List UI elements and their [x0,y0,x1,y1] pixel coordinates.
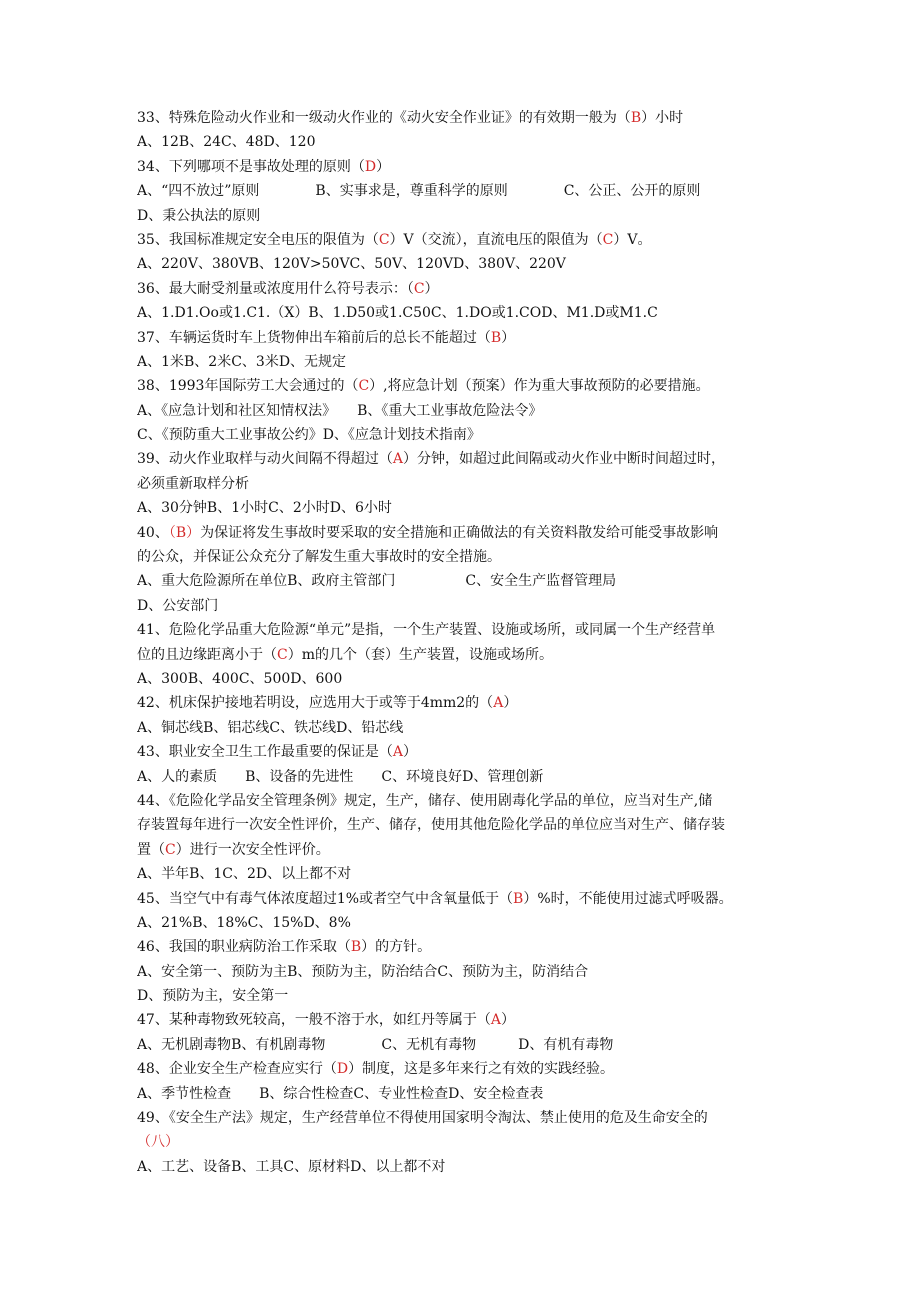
line-text: A、1米B、2米C、3米D、无规定 [137,353,347,370]
option-line [137,204,787,228]
option-line [137,716,787,740]
line-text: ）V（交流），直流电压的限值为（ [389,231,603,248]
question-line [137,740,787,764]
line-text: ） [500,1012,515,1029]
line-text: A、安全第一、预防为主B、预防为主，防治结合C、预防为主，防消结合 [137,963,589,980]
option-line [137,350,787,374]
answer-mark: （八） [137,1134,179,1151]
line-text: 位的且边缘距离小于（ [137,646,277,663]
answer-mark: B [490,329,502,346]
line-text: ）分钟，如超过此间隔或动火作业中断时间超过时， [402,451,725,468]
question-line [137,545,787,569]
answer-mark: C [277,646,288,663]
question-line [137,1008,787,1032]
question-line [137,935,787,959]
line-text: 35、我国标准规定安全电压的限值为（ [137,231,379,248]
line-text: ）,将应急计划（预案）作为重大事故预防的必要措施。 [369,378,710,395]
line-text: 49、《安全生产法》规定，生产经营单位不得使用国家明令淘汰、禁止使用的危及生命安全的 [137,1110,708,1127]
line-text: A、《应急计划和社区知情权法》 B、《重大工业事故危险法令》 [137,402,543,419]
line-text: ） [402,744,417,761]
question-line [137,106,787,130]
answer-mark: D [336,1061,349,1078]
question-line [137,277,787,301]
line-text: 37、车辆运货时车上货物伸出车箱前后的总长不能超过（ [137,329,491,346]
question-line [137,887,787,911]
line-text: 36、最大耐受剂量或浓度用什么符号表示：（ [137,280,414,297]
line-text: D、秉公执法的原则 [137,207,261,224]
answer-mark: A [392,744,403,761]
answer-mark: （B） [168,524,201,541]
option-line [137,862,787,886]
line-text: 的公众，并保证公众充分了解发生重大事故时的安全措施。 [137,549,501,566]
line-text: D、预防为主，安全第一 [137,988,289,1005]
option-line [137,960,787,984]
line-text: A、“四不放过”原则 B、实事求是，尊重科学的原则 C、公正、公开的原则 [137,183,701,200]
line-text: 44、《危险化学品安全管理条例》规定，生产，储存、使用剧毒化学品的单位，应当对生产,储 [137,792,713,809]
question-line [137,1106,787,1130]
line-text: A、12B、24C、48D、120 [137,134,316,151]
line-text: D、公安部门 [137,597,219,614]
answer-mark: B [630,110,642,126]
line-text: A、220V、380VB、120V>50VC、50V、120VD、380V、220V [137,256,566,273]
answer-mark: C [413,280,425,297]
option-line [137,496,787,520]
line-text: 42、机床保护接地若明设，应选用大于或等于4mm2的（ [137,695,494,712]
answer-mark: A [392,451,403,468]
option-line [137,301,787,325]
question-line [137,472,787,496]
answer-mark: C [602,231,614,248]
question-line [137,838,787,862]
line-text: 47、某种毒物致死较高，一般不溶于水，如红丹等属于（ [137,1012,491,1029]
answer-mark: B [350,939,362,956]
option-line [137,1033,787,1057]
option-line [137,911,787,935]
question-line [137,789,787,813]
option-line [137,667,787,691]
line-text: A、季节性检查 B、综合性检查C、专业性检查D、安全检查表 [137,1085,544,1102]
option-line [137,569,787,593]
line-text: ）V。 [613,231,652,248]
question-line [137,1130,787,1154]
line-text: ）小时 [641,110,684,126]
option-line [137,252,787,276]
line-text: 46、我国的职业病防治工作采取（ [137,939,351,956]
line-text: ） [376,158,391,175]
line-text: A、半年B、1C、2D、以上都不对 [137,866,352,883]
question-line [137,813,787,837]
line-text: 41、危险化学品重大危险源“单元”是指，一个生产装置、设施或场所，或同属一个生产经营单 [137,622,716,639]
line-text: ）m的几个（套）生产装置，设施或场所。 [287,646,553,663]
line-text: 置（ [137,841,165,858]
line-text: 38、1993年国际劳工大会通过的（ [137,378,359,395]
line-text: A、1.D1.Oo或1.C1.（X）B、1.D50或1.C50C、1.DO或1.COD、M1.D或M1.C [137,305,658,322]
answer-mark: B [513,890,524,907]
line-text: A、重大危险源所在单位B、政府主管部门 C、安全生产监督管理局 [137,573,617,590]
line-text: A、无机剧毒物B、有机剧毒物 C、无机有毒物 D、有机有毒物 [137,1036,614,1053]
question-line [137,228,787,252]
option-line [137,594,787,618]
question-line [137,643,787,667]
line-text: A、21%B、18%C、15%D、8% [137,914,351,931]
line-text: 必须重新取样分析 [137,475,249,492]
line-text: ） [424,280,439,297]
line-text: 为保证将发生事故时要采取的安全措施和正确做法的有关资料散发给可能受事故影响 [200,524,719,541]
line-text: A、30分钟B、1小时C、2小时D、6小时 [137,500,392,517]
option-line [137,399,787,423]
line-text: ）%时，不能使用过滤式呼吸器。 [523,890,733,907]
line-text: 33、特殊危险动火作业和一级动火作业的《动火安全作业证》的有效期一般为（ [137,110,631,126]
option-line [137,179,787,203]
answer-mark: A [493,695,504,712]
answer-mark: A [490,1012,501,1029]
question-line [137,521,787,545]
line-text: 存装置每年进行一次安全性评价，生产、储存，使用其他危险化学品的单位应当对生产、储存装 [137,817,725,834]
answer-mark: C [165,841,176,858]
answer-mark: D [364,158,377,175]
option-line [137,765,787,789]
answer-mark: C [378,231,390,248]
option-line [137,1155,787,1179]
line-text: ）的方针。 [361,939,432,956]
line-text: C、《预防重大工业事故公约》D、《应急计划技术指南》 [137,427,481,444]
answer-mark: C [358,378,370,395]
option-line [137,1082,787,1106]
option-line [137,130,787,154]
line-text: A、工艺、设备B、工具C、原材料D、以上都不对 [137,1158,446,1175]
question-line [137,447,787,471]
line-text: ） [501,329,516,346]
question-line [137,155,787,179]
line-text: A、铜芯线B、铝芯线C、铁芯线D、铅芯线 [137,719,404,736]
line-text: 45、当空气中有毒气体浓度超过1%或者空气中含氧量低于（ [137,890,514,907]
question-line [137,691,787,715]
line-text: A、300B、400C、500D、600 [137,670,343,687]
question-line [137,1057,787,1081]
line-text: ）进行一次安全性评价。 [175,841,330,858]
line-text: 48、企业安全生产检查应实行（ [137,1061,337,1078]
question-line [137,618,787,642]
line-text: 40、 [137,524,169,541]
option-line [137,423,787,447]
question-line [137,374,787,398]
line-text: 39、动火作业取样与动火间隔不得超过（ [137,451,393,468]
line-text: ） [503,695,518,712]
line-text: A、人的素质 B、设备的先进性 C、环境良好D、管理创新 [137,768,544,785]
question-line [137,326,787,350]
document-page [137,106,787,1179]
line-text: 43、职业安全卫生工作最重要的保证是（ [137,744,393,761]
option-line [137,984,787,1008]
line-text: 34、下列哪项不是事故处理的原则（ [137,158,365,175]
line-text: ）制度，这是多年来行之有效的实践经验。 [348,1061,615,1078]
